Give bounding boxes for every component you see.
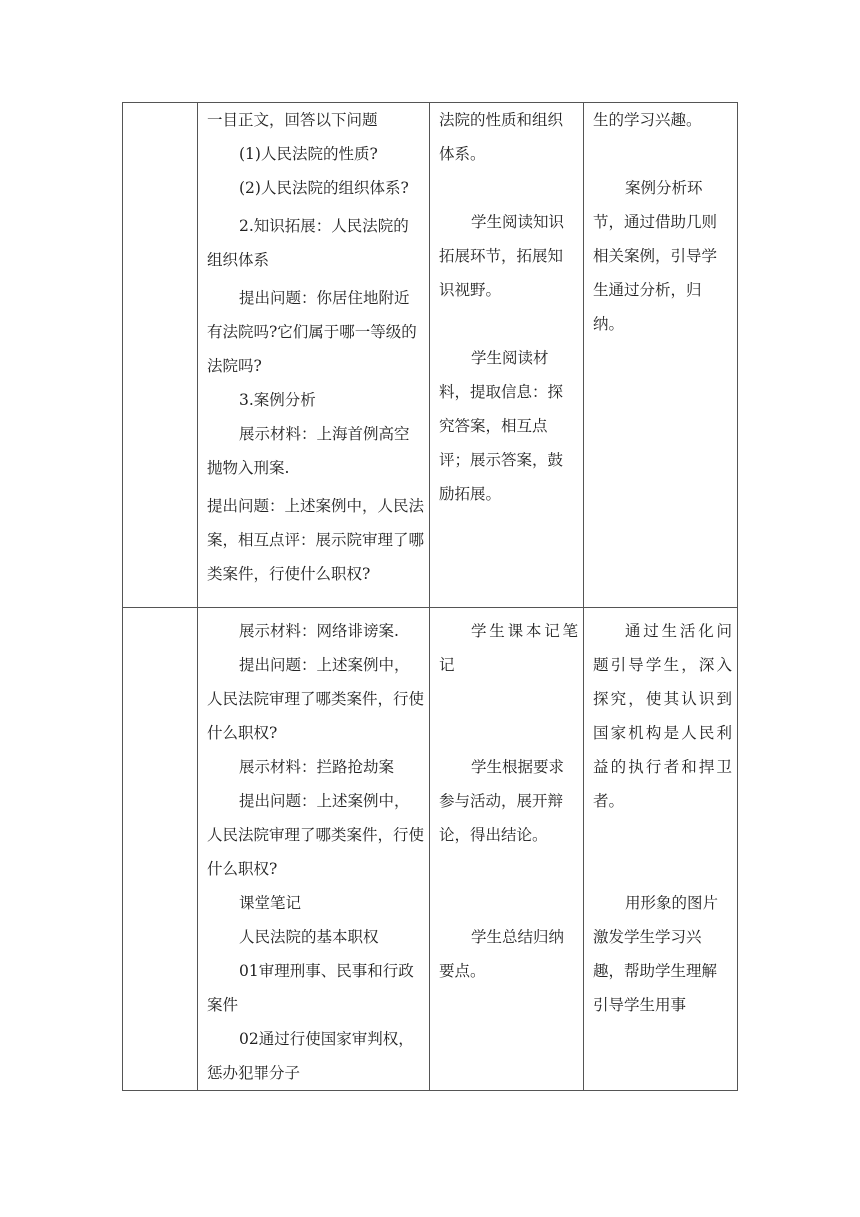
design-intent-cell xyxy=(584,103,738,608)
text-line: 01审理刑事、民事和行政案件 xyxy=(207,962,414,1014)
text-line: 学生总结归纳要点。 xyxy=(439,928,565,980)
stage-cell xyxy=(123,608,198,1091)
text-line: 提出问题：上述案例中，人民法案，相互点评：展示院审理了哪类案件，行使什么职权? xyxy=(207,497,425,583)
text-line: 学生根据要求参与活动，展开辩论，得出结论。 xyxy=(439,758,565,844)
text-line: 02通过行使国家审判权，惩办犯罪分子 xyxy=(207,1030,414,1082)
lesson-plan-table xyxy=(122,102,738,1091)
table-row xyxy=(123,103,738,608)
text-line: 2.知识拓展：人民法院的组织体系 xyxy=(207,217,409,269)
text-line: (1)人民法院的性质? xyxy=(239,145,378,163)
text-line: 展示材料：上海首例高空抛物入刑案. xyxy=(207,425,410,477)
text-line: 生的学习兴趣。 xyxy=(593,111,702,129)
text-line: 课堂笔记 xyxy=(239,894,302,912)
table-row xyxy=(123,608,738,1091)
text-line: 案例分析环节，通过借助几则相关案例，引导学生通过分析，归纳。 xyxy=(593,179,718,333)
text-line: 通过生活化问题引导学生，深入探究，使其认识到国家机构是人民利益的执行者和捍卫者。 xyxy=(593,622,732,810)
teacher-activity-cell xyxy=(198,608,430,1091)
text-line: 提出问题：你居住地附近有法院吗?它们属于哪一等级的法院吗? xyxy=(207,289,417,375)
text-line: 展示材料：网络诽谤案. xyxy=(239,622,399,640)
teacher-activity-cell xyxy=(198,103,430,608)
text-line: (2)人民法院的组织体系? xyxy=(239,179,409,197)
stage-cell xyxy=(123,103,198,608)
text-line: 用形象的图片激发学生学习兴趣，帮助学生理解引导学生用事 xyxy=(593,894,719,1014)
text-line: 人民法院的基本职权 xyxy=(239,928,379,946)
student-activity-cell xyxy=(430,103,584,608)
text-line: 提出问题：上述案例中，人民法院审理了哪类案件，行使什么职权? xyxy=(207,792,425,878)
text-line: 3.案例分析 xyxy=(239,391,316,409)
text-line: 学生阅读知识拓展环节，拓展知识视野。 xyxy=(439,213,565,299)
student-activity-cell xyxy=(430,608,584,1091)
text-line: 提出问题：上述案例中，人民法院审理了哪类案件，行使什么职权? xyxy=(207,656,425,742)
design-intent-cell xyxy=(584,608,738,1091)
text-line: 法院的性质和组织体系。 xyxy=(439,111,564,163)
text-line: 学生阅读材料，提取信息：探究答案，相互点评；展示答案，鼓励拓展。 xyxy=(439,349,564,503)
text-line: 展示材料：拦路抢劫案 xyxy=(239,758,395,776)
text-line: 学生课本记笔记 xyxy=(439,622,578,674)
text-line: 一目正文，回答以下问题 xyxy=(207,111,378,129)
